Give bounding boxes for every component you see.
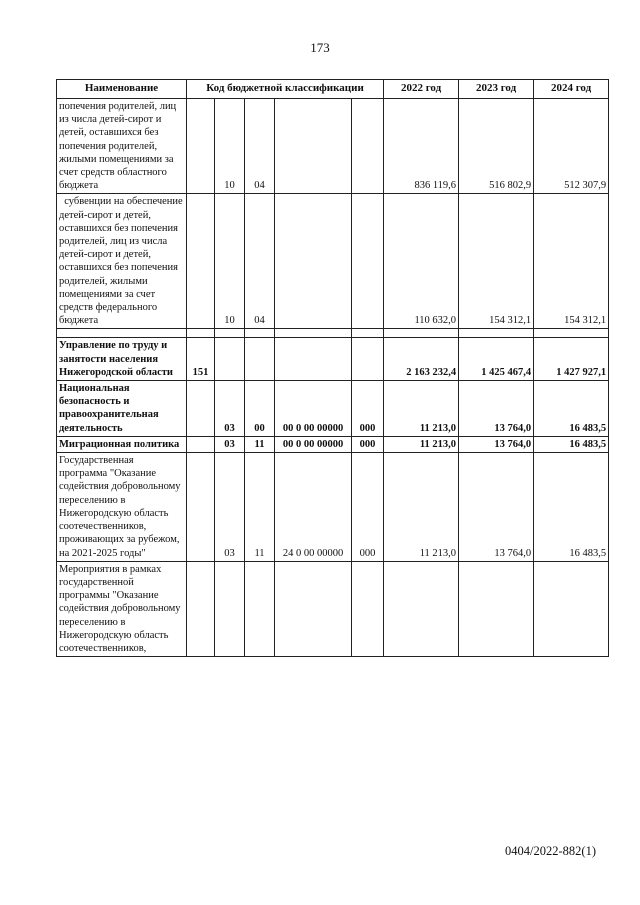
row-2022-value: 110 632,0 — [384, 194, 459, 329]
row-subsection-code: 04 — [245, 194, 275, 329]
row-type-code — [352, 194, 384, 329]
row-section-code — [215, 338, 245, 381]
table-row — [57, 381, 609, 437]
row-type-code: 000 — [352, 381, 384, 437]
row-section-code: 03 — [215, 436, 245, 452]
table-header-row — [57, 80, 609, 99]
row-type-code — [352, 99, 384, 194]
row-2022-value: 11 213,0 — [384, 436, 459, 452]
table-row — [57, 338, 609, 381]
table-row — [57, 453, 609, 562]
row-2023-value: 13 764,0 — [459, 453, 534, 562]
row-subsection-code — [245, 561, 275, 656]
row-admin-code — [187, 436, 215, 452]
row-name: Управление по труду и занятости населения Нижегородской области — [57, 338, 187, 381]
table-row — [57, 436, 609, 452]
row-type-code — [352, 561, 384, 656]
header-name: Наименование — [57, 80, 187, 99]
row-2024-value: 16 483,5 — [534, 453, 609, 562]
row-section-code: 10 — [215, 99, 245, 194]
row-target-code — [275, 99, 352, 194]
row-2023-value: 516 802,9 — [459, 99, 534, 194]
row-subsection-code: 11 — [245, 453, 275, 562]
header-2023: 2023 год — [459, 80, 534, 99]
row-2024-value — [534, 561, 609, 656]
table-row — [57, 194, 609, 329]
row-target-code: 00 0 00 00000 — [275, 436, 352, 452]
header-2022: 2022 год — [384, 80, 459, 99]
table-row — [57, 99, 609, 194]
row-type-code — [352, 338, 384, 381]
page-number: 173 — [310, 40, 330, 55]
budget-table — [56, 79, 609, 657]
row-2022-value — [384, 561, 459, 656]
row-type-code: 000 — [352, 436, 384, 452]
row-2024-value: 16 483,5 — [534, 381, 609, 437]
row-subsection-code: 04 — [245, 99, 275, 194]
row-target-code — [275, 561, 352, 656]
row-name: Национальная безопасность и правоохранительная деятельность — [57, 381, 187, 437]
row-target-code — [275, 194, 352, 329]
row-section-code: 03 — [215, 381, 245, 437]
header-2024: 2024 год — [534, 80, 609, 99]
row-2022-value: 836 119,6 — [384, 99, 459, 194]
row-2024-value: 16 483,5 — [534, 436, 609, 452]
row-2024-value: 512 307,9 — [534, 99, 609, 194]
row-2024-value: 1 427 927,1 — [534, 338, 609, 381]
row-2022-value: 11 213,0 — [384, 453, 459, 562]
table-row — [57, 561, 609, 656]
row-subsection-code: 11 — [245, 436, 275, 452]
row-name: Миграционная политика — [57, 436, 187, 452]
row-section-code: 10 — [215, 194, 245, 329]
row-section-code: 03 — [215, 453, 245, 562]
row-name: попечения родителей, лиц из числа детей-сирот и детей, оставшихся без попечения родителей, жилыми помещениями за счет средств областного бюджета — [57, 99, 187, 194]
row-subsection-code: 00 — [245, 381, 275, 437]
row-admin-code: 151 — [187, 338, 215, 381]
row-2023-value: 154 312,1 — [459, 194, 534, 329]
header-code: Код бюджетной классификации — [187, 80, 384, 99]
table-spacer-row — [57, 329, 609, 338]
row-2023-value: 13 764,0 — [459, 381, 534, 437]
row-type-code: 000 — [352, 453, 384, 562]
row-admin-code — [187, 99, 215, 194]
row-2022-value: 2 163 232,4 — [384, 338, 459, 381]
row-target-code: 00 0 00 00000 — [275, 381, 352, 437]
row-name: Государственная программа "Оказание содействия добровольному переселению в Нижегородскую область соотечественников, проживающих за рубежом, на 2021-2025 годы" — [57, 453, 187, 562]
row-admin-code — [187, 194, 215, 329]
row-2023-value — [459, 561, 534, 656]
row-2023-value: 13 764,0 — [459, 436, 534, 452]
row-admin-code — [187, 381, 215, 437]
row-section-code — [215, 561, 245, 656]
row-2024-value: 154 312,1 — [534, 194, 609, 329]
row-2023-value: 1 425 467,4 — [459, 338, 534, 381]
row-2022-value: 11 213,0 — [384, 381, 459, 437]
document-code: 0404/2022-882(1) — [505, 844, 596, 858]
row-admin-code — [187, 453, 215, 562]
row-name: субвенции на обеспечение детей-сирот и детей, оставшихся без попечения родителей, лиц из числа детей-сирот и детей, оставшихся без попечения родителей, жилыми помещениями за счет средств федерального бюджета — [57, 194, 187, 329]
row-target-code: 24 0 00 00000 — [275, 453, 352, 562]
row-subsection-code — [245, 338, 275, 381]
row-name: Мероприятия в рамках государственной программы "Оказание содействия добровольному переселению в Нижегородскую область соотечественников, — [57, 561, 187, 656]
row-target-code — [275, 338, 352, 381]
row-admin-code — [187, 561, 215, 656]
